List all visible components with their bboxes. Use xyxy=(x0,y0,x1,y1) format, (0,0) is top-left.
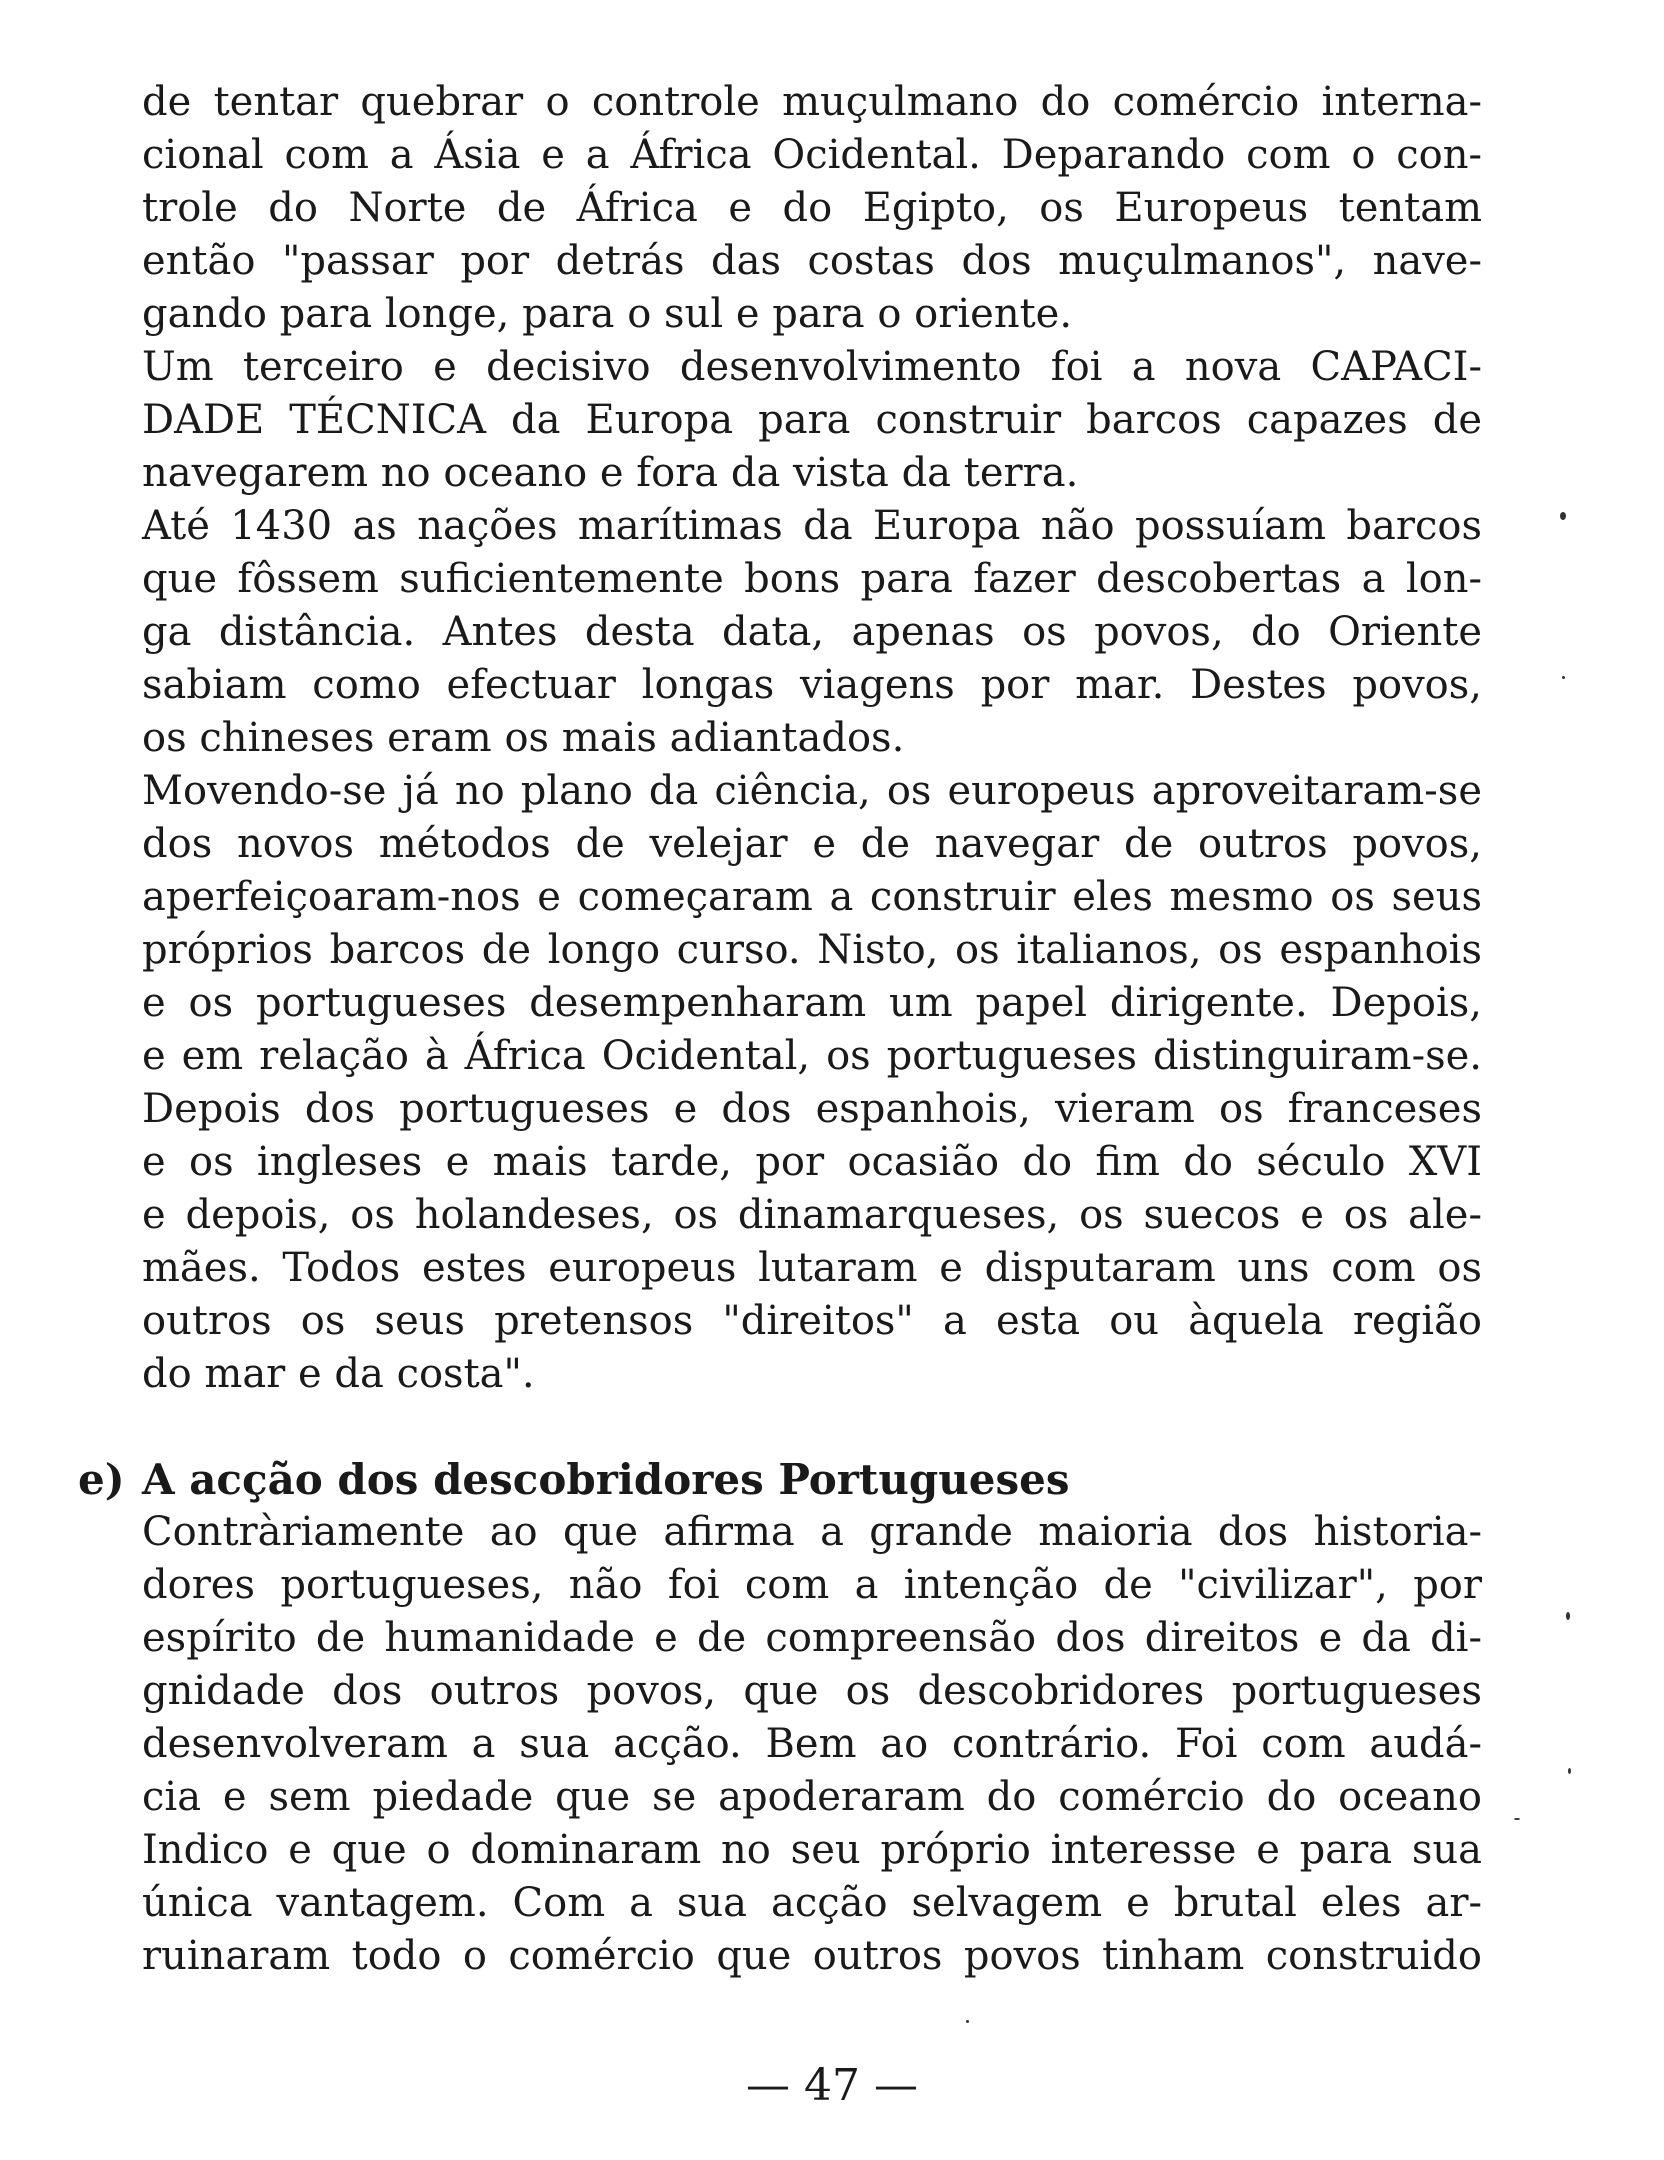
text-line: os chineses eram os mais adiantados. xyxy=(142,715,905,761)
scan-speck xyxy=(1566,1612,1570,1620)
scan-speck xyxy=(1560,512,1566,520)
text-line: do mar e da costa". xyxy=(142,1351,535,1397)
text-line: e em relação à África Ocidental, os portugueses distinguiram-se. xyxy=(142,1033,1482,1079)
text-line: desenvolveram a sua acção. Bem ao contrário. Foi com audá- xyxy=(142,1721,1482,1767)
text-line: Depois dos portugueses e dos espanhois, vieram os franceses xyxy=(142,1086,1482,1132)
text-line: que fôssem suficientemente bons para fazer descobertas a lon- xyxy=(142,556,1482,602)
text-line: cia e sem piedade que se apoderaram do comércio do oceano xyxy=(142,1774,1482,1820)
section-heading xyxy=(78,1452,1478,1508)
text-line: Contràriamente ao que afirma a grande maioria dos historia- xyxy=(142,1509,1482,1555)
body-text-top xyxy=(142,76,1482,1401)
text-line: cional com a Ásia e a África Ocidental. Deparando com o con- xyxy=(142,132,1482,178)
text-line: outros os seus pretensos "direitos" a esta ou àquela região xyxy=(142,1298,1482,1344)
text-line: gando para longe, para o sul e para o oriente. xyxy=(142,291,1073,337)
text-line: trole do Norte de África e do Egipto, os Europeus tentam xyxy=(142,185,1482,231)
scan-speck xyxy=(1562,676,1565,679)
text-line: DADE TÉCNICA da Europa para construir barcos capazes de xyxy=(142,397,1482,443)
text-line: navegarem no oceano e fora da vista da terra. xyxy=(142,450,1079,496)
text-line: e depois, os holandeses, os dinamarqueses, os suecos e os ale- xyxy=(142,1192,1482,1238)
section-marker: e) xyxy=(78,1455,125,1504)
body-text-section xyxy=(142,1506,1482,1983)
scan-speck xyxy=(966,2020,969,2023)
text-line: então "passar por detrás das costas dos muçulmanos", nave- xyxy=(142,238,1482,284)
scan-speck xyxy=(1568,1768,1571,1774)
text-line: e os ingleses e mais tarde, por ocasião do fim do século XVI xyxy=(142,1139,1482,1185)
text-line: Um terceiro e decisivo desenvolvimento foi a nova CAPACI- xyxy=(142,344,1482,390)
text-line: mães. Todos estes europeus lutaram e disputaram uns com os xyxy=(142,1245,1482,1291)
text-line: de tentar quebrar o controle muçulmano do comércio interna- xyxy=(142,79,1482,125)
text-line: sabiam como efectuar longas viagens por mar. Destes povos, xyxy=(142,662,1482,708)
text-line: próprios barcos de longo curso. Nisto, os italianos, os espanhois xyxy=(142,927,1482,973)
text-line: espírito de humanidade e de compreensão dos direitos e da di- xyxy=(142,1615,1482,1661)
page-number: — 47 — xyxy=(746,2060,918,2111)
text-line: e os portugueses desempenharam um papel dirigente. Depois, xyxy=(142,980,1482,1026)
text-line: gnidade dos outros povos, que os descobridores portugueses xyxy=(142,1668,1482,1714)
section-title: A acção dos descobridores Portugueses xyxy=(142,1455,1070,1504)
text-line: ruinaram todo o comércio que outros povos tinham construido xyxy=(142,1933,1482,1979)
text-line: dores portugueses, não foi com a intenção de "civilizar", por xyxy=(142,1562,1482,1608)
text-line: Até 1430 as nações marítimas da Europa não possuíam barcos xyxy=(142,503,1482,549)
text-line: dos novos métodos de velejar e de navegar de outros povos, xyxy=(142,821,1482,867)
text-line: ga distância. Antes desta data, apenas os povos, do Oriente xyxy=(142,609,1482,655)
text-line: aperfeiçoaram-nos e começaram a construir eles mesmo os seus xyxy=(142,874,1482,920)
text-line: Movendo-se já no plano da ciência, os europeus aproveitaram-se xyxy=(142,768,1482,814)
text-line: única vantagem. Com a sua acção selvagem e brutal eles ar- xyxy=(142,1880,1482,1926)
text-line: Indico e que o dominaram no seu próprio interesse e para sua xyxy=(142,1827,1482,1873)
scan-speck xyxy=(1514,1818,1520,1820)
